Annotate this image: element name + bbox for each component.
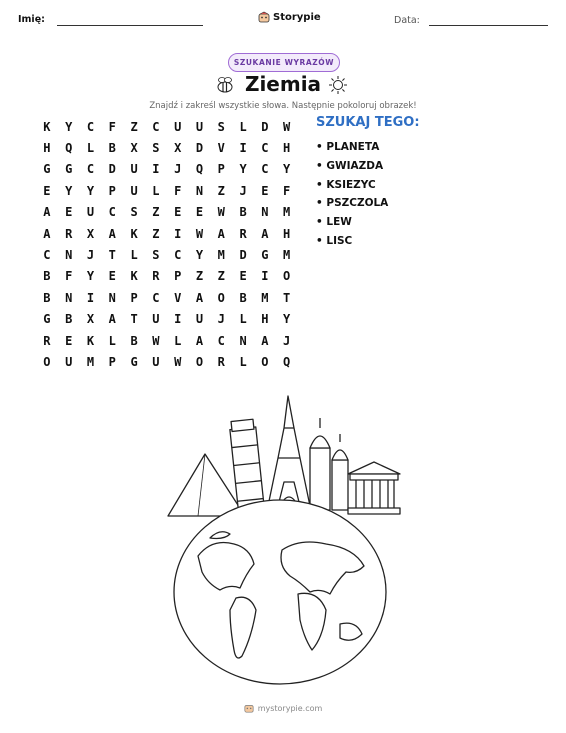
grid-letter[interactable]: M	[283, 205, 291, 220]
grid-letter[interactable]: Y	[65, 119, 73, 134]
grid-letter[interactable]: A	[217, 226, 225, 241]
grid-letter[interactable]: L	[108, 333, 116, 348]
storypie-logo-icon	[244, 703, 254, 713]
brand-logo	[258, 11, 321, 23]
grid-letter[interactable]: E	[43, 183, 51, 198]
grid-letter[interactable]: D	[195, 141, 204, 156]
grid-letter[interactable]: A	[261, 333, 269, 348]
instructions: Znajdź i zakreśl wszystkie słowa. Następnie pokoloruj obrazek!	[149, 101, 417, 111]
grid-letter[interactable]: U	[86, 205, 95, 220]
grid-letter[interactable]: T	[130, 312, 138, 327]
grid-letter[interactable]: V	[174, 290, 182, 305]
grid-letter[interactable]: A	[195, 333, 204, 348]
grid-letter[interactable]: Y	[195, 248, 204, 263]
grid-letter[interactable]: K	[86, 333, 95, 348]
grid-letter[interactable]: B	[239, 205, 247, 220]
grid-letter[interactable]: V	[217, 141, 225, 156]
grid-letter[interactable]: D	[108, 162, 116, 177]
grid-letter[interactable]: C	[217, 333, 225, 348]
grid-letter[interactable]: N	[65, 290, 73, 305]
grid-letter[interactable]: P	[217, 162, 225, 177]
grid-letter[interactable]: L	[239, 119, 247, 134]
grid-letter[interactable]: P	[108, 354, 116, 369]
sun-icon	[328, 75, 348, 95]
grid-letter[interactable]: U	[174, 119, 182, 134]
grid-letter[interactable]: N	[195, 183, 204, 198]
grid-letter[interactable]: A	[108, 312, 116, 327]
grid-letter[interactable]: U	[195, 119, 204, 134]
grid-letter[interactable]: Y	[283, 162, 291, 177]
grid-row	[36, 351, 298, 372]
grid-letter[interactable]: Z	[152, 226, 160, 241]
grid-letter[interactable]: J	[174, 162, 182, 177]
grid-letter[interactable]: B	[65, 312, 73, 327]
grid-letter[interactable]: L	[152, 183, 160, 198]
grid-letter[interactable]: S	[130, 205, 138, 220]
puzzle-type-badge: SZUKANIE WYRAZÓW	[228, 53, 340, 72]
grid-letter[interactable]: X	[86, 226, 95, 241]
grid-letter[interactable]: P	[130, 290, 138, 305]
word-item: • KSIEZYC	[316, 176, 388, 195]
grid-letter[interactable]: C	[86, 119, 95, 134]
grid-letter[interactable]: G	[130, 354, 138, 369]
grid-letter[interactable]: B	[108, 141, 116, 156]
grid-letter[interactable]: S	[152, 248, 160, 263]
grid-letter[interactable]: R	[65, 226, 73, 241]
grid-row	[36, 116, 298, 137]
grid-letter[interactable]: F	[65, 269, 73, 284]
grid-letter[interactable]: C	[43, 248, 51, 263]
grid-letter[interactable]: X	[174, 141, 182, 156]
grid-letter[interactable]: J	[239, 183, 247, 198]
word-item: • LISC	[316, 232, 388, 251]
grid-letter[interactable]: D	[239, 248, 247, 263]
grid-letter[interactable]: A	[43, 205, 51, 220]
storypie-logo-icon	[258, 11, 270, 23]
grid-letter[interactable]: E	[261, 183, 269, 198]
grid-letter[interactable]: M	[261, 290, 269, 305]
grid-letter[interactable]: G	[65, 162, 73, 177]
grid-letter[interactable]: B	[239, 290, 247, 305]
grid-letter[interactable]: A	[43, 226, 51, 241]
grid-letter[interactable]: O	[43, 354, 51, 369]
grid-letter[interactable]: J	[217, 312, 225, 327]
grid-letter[interactable]: W	[174, 354, 182, 369]
grid-letter[interactable]: A	[261, 226, 269, 241]
grid-letter[interactable]: E	[65, 205, 73, 220]
grid-letter[interactable]: P	[108, 183, 116, 198]
grid-letter[interactable]: F	[174, 183, 182, 198]
grid-letter[interactable]: N	[261, 205, 269, 220]
grid-letter[interactable]: E	[174, 205, 182, 220]
grid-letter[interactable]: L	[174, 333, 182, 348]
grid-letter[interactable]: O	[261, 354, 269, 369]
grid-letter[interactable]: H	[283, 141, 291, 156]
grid-letter[interactable]: Z	[217, 183, 225, 198]
grid-letter[interactable]: F	[108, 119, 116, 134]
earth-landmarks-illustration	[150, 388, 410, 688]
grid-letter[interactable]: G	[43, 312, 51, 327]
grid-letter[interactable]: R	[152, 269, 160, 284]
grid-letter[interactable]: A	[195, 290, 204, 305]
grid-letter[interactable]: U	[65, 354, 73, 369]
grid-letter[interactable]: D	[261, 119, 269, 134]
grid-row	[36, 180, 298, 201]
grid-letter[interactable]: Z	[217, 269, 225, 284]
grid-row	[36, 244, 298, 265]
footer-site: mystorypie.com	[257, 703, 323, 713]
grid-letter[interactable]: C	[86, 162, 95, 177]
grid-letter[interactable]: U	[130, 162, 138, 177]
grid-letter[interactable]: J	[86, 248, 95, 263]
grid-letter[interactable]: I	[239, 141, 247, 156]
grid-letter[interactable]: I	[174, 226, 182, 241]
grid-letter[interactable]: R	[239, 226, 247, 241]
grid-letter[interactable]: O	[283, 269, 291, 284]
grid-letter[interactable]: K	[43, 119, 51, 134]
grid-letter[interactable]: E	[65, 333, 73, 348]
grid-letter[interactable]: E	[108, 269, 116, 284]
grid-row	[36, 266, 298, 287]
grid-letter[interactable]: Y	[283, 312, 291, 327]
grid-letter[interactable]: M	[217, 248, 225, 263]
grid-letter[interactable]: W	[217, 205, 225, 220]
grid-letter[interactable]: K	[130, 269, 138, 284]
grid-letter[interactable]: Q	[283, 354, 291, 369]
footer	[0, 703, 566, 713]
grid-letter[interactable]: W	[152, 333, 160, 348]
date-label: Data:	[394, 15, 420, 26]
grid-letter[interactable]: Y	[86, 183, 95, 198]
grid-row	[36, 223, 298, 244]
grid-letter[interactable]: M	[86, 354, 95, 369]
grid-letter[interactable]: B	[43, 290, 51, 305]
grid-letter[interactable]: K	[130, 226, 138, 241]
grid-letter[interactable]: F	[283, 183, 291, 198]
grid-letter[interactable]: U	[152, 312, 160, 327]
grid-row	[36, 202, 298, 223]
grid-letter[interactable]: M	[283, 248, 291, 263]
grid-letter[interactable]: X	[86, 312, 95, 327]
grid-letter[interactable]: C	[108, 205, 116, 220]
grid-letter[interactable]: N	[108, 290, 116, 305]
grid-letter[interactable]: Y	[86, 269, 95, 284]
grid-letter[interactable]: Y	[239, 162, 247, 177]
grid-letter[interactable]: E	[195, 205, 204, 220]
grid-letter[interactable]: I	[174, 312, 182, 327]
grid-letter[interactable]: H	[261, 312, 269, 327]
grid-letter[interactable]: G	[261, 248, 269, 263]
grid-letter[interactable]: O	[217, 290, 225, 305]
word-item: • GWIAZDA	[316, 157, 388, 176]
grid-letter[interactable]: N	[65, 248, 73, 263]
grid-letter[interactable]: R	[43, 333, 51, 348]
grid-letter[interactable]: S	[152, 141, 160, 156]
grid-letter[interactable]: U	[195, 312, 204, 327]
grid-letter[interactable]: Z	[152, 205, 160, 220]
grid-letter[interactable]: H	[43, 141, 51, 156]
grid-letter[interactable]: L	[86, 141, 95, 156]
grid-letter[interactable]: E	[239, 269, 247, 284]
eiffel-tower-icon	[268, 396, 310, 506]
grid-letter[interactable]: J	[283, 333, 291, 348]
grid-letter[interactable]: I	[86, 290, 95, 305]
word-bank-list	[316, 138, 388, 251]
grid-letter[interactable]: N	[239, 333, 247, 348]
grid-letter[interactable]: C	[152, 290, 160, 305]
grid-letter[interactable]: C	[261, 141, 269, 156]
grid-letter[interactable]: A	[108, 226, 116, 241]
grid-letter[interactable]: Q	[65, 141, 73, 156]
greek-temple-icon	[348, 462, 400, 514]
grid-letter[interactable]: R	[217, 354, 225, 369]
grid-letter[interactable]: G	[43, 162, 51, 177]
grid-letter[interactable]: X	[130, 141, 138, 156]
grid-letter[interactable]: U	[130, 183, 138, 198]
grid-letter[interactable]: T	[283, 290, 291, 305]
page-title: Ziemia	[244, 72, 322, 96]
name-line	[57, 25, 203, 26]
globe-icon	[174, 500, 386, 684]
grid-row	[36, 309, 298, 330]
grid-letter[interactable]: P	[174, 269, 182, 284]
letter-grid	[36, 116, 298, 373]
grid-letter[interactable]: C	[152, 119, 160, 134]
grid-row	[36, 159, 298, 180]
grid-letter[interactable]: L	[130, 248, 138, 263]
grid-row	[36, 330, 298, 351]
word-item: • PLANETA	[316, 138, 388, 157]
grid-letter[interactable]: U	[152, 354, 160, 369]
date-line	[429, 25, 548, 26]
name-label: Imię:	[18, 14, 45, 25]
word-item: • PSZCZOLA	[316, 194, 388, 213]
grid-letter[interactable]: Z	[195, 269, 204, 284]
word-item: • LEW	[316, 213, 388, 232]
grid-letter[interactable]: C	[261, 162, 269, 177]
grid-letter[interactable]: Z	[130, 119, 138, 134]
grid-letter[interactable]: I	[152, 162, 160, 177]
grid-letter[interactable]: O	[195, 354, 204, 369]
brand-name: Storypie	[273, 11, 321, 23]
grid-letter[interactable]: W	[283, 119, 291, 134]
grid-letter[interactable]: H	[283, 226, 291, 241]
word-bank-title: SZUKAJ TEGO:	[316, 115, 420, 130]
grid-letter[interactable]: L	[239, 312, 247, 327]
grid-letter[interactable]: B	[130, 333, 138, 348]
grid-letter[interactable]: W	[195, 226, 204, 241]
grid-letter[interactable]: B	[43, 269, 51, 284]
onion-domes-icon	[310, 418, 348, 510]
grid-letter[interactable]: L	[239, 354, 247, 369]
grid-letter[interactable]: Q	[195, 162, 204, 177]
grid-letter[interactable]: T	[108, 248, 116, 263]
grid-letter[interactable]: C	[174, 248, 182, 263]
grid-row	[36, 287, 298, 308]
grid-letter[interactable]: S	[217, 119, 225, 134]
grid-letter[interactable]: Y	[65, 183, 73, 198]
grid-row	[36, 137, 298, 158]
grid-letter[interactable]: I	[261, 269, 269, 284]
